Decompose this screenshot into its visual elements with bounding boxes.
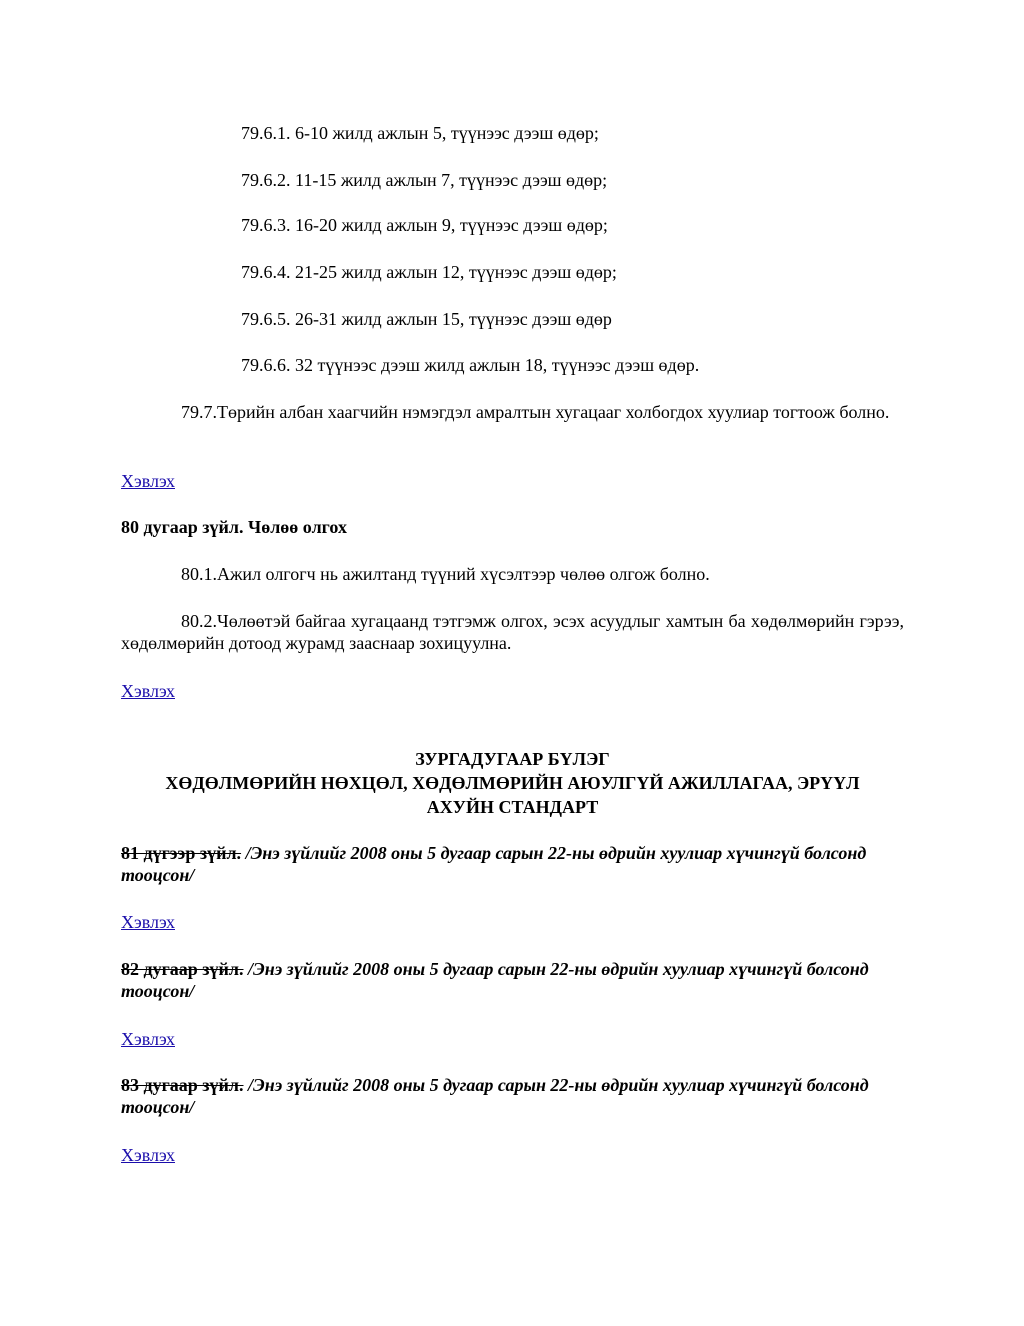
article-81-note: /Энэ зүйлийг 2008 оны 5 дугаар сарын 22-ны өдрийн хуулиар хүчингүй болсонд тооцсон/: [121, 843, 867, 885]
article-80-heading: 80 дугаар зүйл. Чөлөө олгох: [121, 517, 347, 537]
paragraph-79-7: 79.7.Төрийн албан хаагчийн нэмэгдэл амралтын хугацааг холбогдох хуулиар тогтоож болно.: [181, 402, 890, 422]
repealed-article-83: [121, 1074, 904, 1118]
chapter-title: [121, 747, 904, 819]
print-link-text[interactable]: Хэвлэх: [121, 681, 175, 701]
article-82-title: 82 дугаар зүйл.: [121, 959, 244, 979]
subitem-79-6-4: 79.6.4. 21-25 жилд ажлын 12, түүнээс дээш өдөр;: [241, 262, 617, 282]
print-link-80[interactable]: [121, 680, 904, 702]
subitem-79-6-5: 79.6.5. 26-31 жилд ажлын 15, түүнээс дээш өдөр: [241, 309, 612, 329]
print-link-83[interactable]: [121, 1144, 904, 1166]
chapter-name-line1: ХӨДӨЛМӨРИЙН НӨХЦӨЛ, ХӨДӨЛМӨРИЙН АЮУЛГҮЙ АЖИЛЛАГАА, ЭРҮҮЛ: [165, 773, 860, 793]
repealed-article-81: [121, 842, 904, 886]
print-link-text[interactable]: Хэвлэх: [121, 1029, 175, 1049]
article-83-title: 83 дугаар зүйл.: [121, 1075, 244, 1095]
chapter-number: ЗУРГАДУГААР БҮЛЭГ: [415, 749, 610, 769]
article-81-title: 81 дүгээр зүйл.: [121, 843, 242, 863]
print-link-81[interactable]: [121, 911, 904, 933]
subitem-79-6-2: 79.6.2. 11-15 жилд ажлын 7, түүнээс дээш өдөр;: [241, 170, 608, 190]
print-link-text[interactable]: Хэвлэх: [121, 471, 175, 491]
article-83-note: /Энэ зүйлийг 2008 оны 5 дугаар сарын 22-ны өдрийн хуулиар хүчингүй болсонд тооцсон/: [121, 1075, 869, 1117]
subitem-79-6-6: 79.6.6. 32 түүнээс дээш жилд ажлын 18, түүнээс дээш өдөр.: [241, 355, 700, 375]
paragraph-80-2: 80.2.Чөлөөтэй байгаа хугацаанд тэтгэмж олгох, эсэх асуудлыг хамтын ба хөдөлмөрийн гэрээ, хөдөлмөрийн дотоод журамд зааснаар зохицуулна.: [121, 611, 904, 653]
print-link-text[interactable]: Хэвлэх: [121, 912, 175, 932]
document-page: [121, 0, 904, 1326]
print-link-79[interactable]: [121, 470, 904, 492]
print-link-82[interactable]: [121, 1028, 904, 1050]
chapter-name-line2: АХУЙН СТАНДАРТ: [426, 797, 599, 817]
subitem-79-6-3: 79.6.3. 16-20 жилд ажлын 9, түүнээс дээш өдөр;: [241, 215, 608, 235]
print-link-text[interactable]: Хэвлэх: [121, 1145, 175, 1165]
repealed-article-82: [121, 958, 904, 1002]
subitem-79-6-1: 79.6.1. 6-10 жилд ажлын 5, түүнээс дээш өдөр;: [241, 123, 599, 143]
article-82-note: /Энэ зүйлийг 2008 оны 5 дугаар сарын 22-ны өдрийн хуулиар хүчингүй болсонд тооцсон/: [121, 959, 869, 1001]
paragraph-80-1: 80.1.Ажил олгогч нь ажилтанд түүний хүсэлтээр чөлөө олгож болно.: [181, 564, 710, 584]
